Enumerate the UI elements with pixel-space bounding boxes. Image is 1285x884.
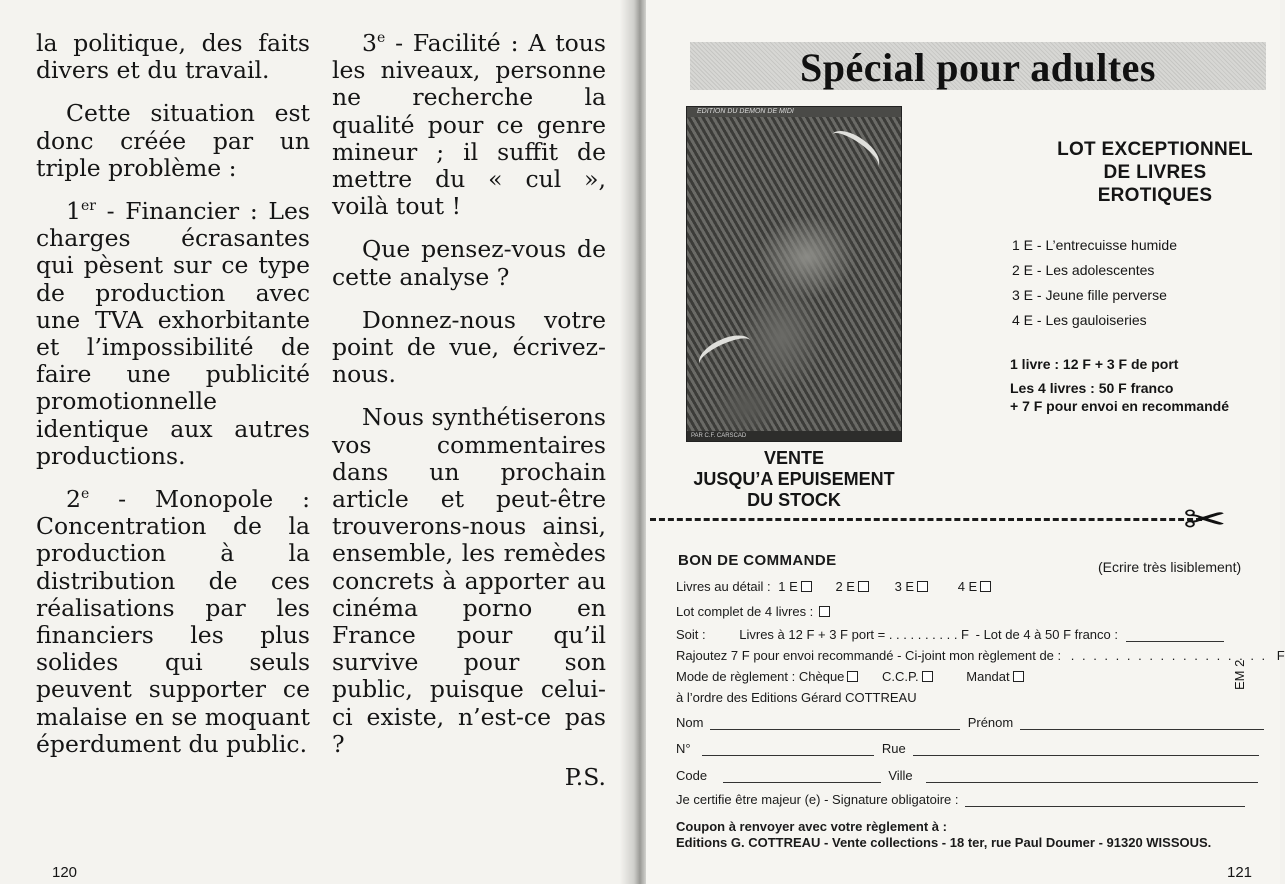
checkbox[interactable] bbox=[917, 581, 928, 592]
left-column-2 bbox=[332, 30, 606, 807]
order-form-note: (Ecrire très lisiblement) bbox=[1098, 559, 1242, 575]
signature-field[interactable] bbox=[965, 794, 1245, 807]
checkbox[interactable] bbox=[1013, 671, 1024, 682]
cover-footer: PAR C.F. CARSCAD bbox=[687, 431, 901, 441]
amount-field[interactable]: . . . . . . . . . . . . . . . . . . bbox=[1070, 648, 1268, 663]
publisher-address: Editions G. COTTREAU - Vente collections - 18 ter, rue Paul Doumer - 91320 WISSOUS. bbox=[676, 835, 1212, 850]
price-list bbox=[1010, 355, 1229, 415]
cover-swoosh-graphic bbox=[824, 123, 885, 177]
name-row: Nom Prénom bbox=[676, 715, 1264, 730]
rue-field[interactable] bbox=[913, 743, 1259, 756]
scissors-icon: ✂ bbox=[1182, 497, 1227, 543]
paragraph: Cette situation est donc créée par un triple problème : bbox=[36, 99, 310, 182]
cover-header: EDITION DU DEMON DE MIDI bbox=[687, 107, 901, 117]
price-single: 1 livre : 12 F + 3 F de port bbox=[1010, 356, 1179, 372]
lot-title: LOT EXCEPTIONNEL DE LIVRES EROTIQUES bbox=[1057, 139, 1253, 206]
book-cover-image bbox=[686, 106, 902, 442]
coupon-text: Coupon à renvoyer avec votre règlement à : bbox=[676, 819, 947, 834]
left-column-1 bbox=[36, 30, 310, 774]
soit-row: Soit : Livres à 12 F + 3 F port = . . . . . . . . . . F - Lot de 4 à 50 F franco : bbox=[676, 627, 1224, 642]
sale-notice: VENTE JUSQU’A EPUISEMENT DU STOCK bbox=[693, 448, 895, 510]
option-1e[interactable]: 1 E bbox=[778, 579, 812, 594]
list-item: 3 E - Jeune fille perverse bbox=[1012, 287, 1167, 303]
page-number-right: 121 bbox=[1227, 864, 1253, 881]
price-recommande: + 7 F pour envoi en recommandé bbox=[1010, 398, 1230, 414]
lot-complet-row[interactable]: Lot complet de 4 livres : bbox=[676, 604, 830, 619]
mode-row: Mode de règlement : Chèque C.C.P. Mandat bbox=[676, 669, 1024, 684]
book-list bbox=[1012, 233, 1177, 333]
order-form-title: BON DE COMMANDE bbox=[678, 552, 837, 569]
option-ccp[interactable]: C.C.P. bbox=[882, 669, 933, 684]
list-item: 4 E - Les gauloiseries bbox=[1012, 312, 1147, 328]
option-cheque[interactable]: Chèque bbox=[799, 669, 859, 684]
option-mandat[interactable]: Mandat bbox=[966, 669, 1023, 684]
numero-field[interactable] bbox=[702, 743, 874, 756]
checkbox[interactable] bbox=[819, 606, 830, 617]
left-page bbox=[0, 0, 636, 884]
paragraph: Que pensez-vous de cette analyse ? bbox=[332, 235, 606, 291]
paragraph: Nous synthétiserons vos commentaires dans un prochain article et peut-être trouverons-nous ainsi, ensemble, les remèdes concrets à apporter au cinéma porno en France pour qu’il survive pour son public, puisque celui-ci existe, n’est-ce pas ? bbox=[332, 403, 606, 758]
paragraph-monopole: 2e - Monopole : Concentration de la production à la distribution de ces réalisations par les financiers les plus solides qui seuls peuvent supporter ce malaise en se moquant éperdument du public. bbox=[36, 485, 310, 758]
special-banner bbox=[690, 42, 1266, 90]
nom-field[interactable] bbox=[710, 717, 960, 730]
certify-row: Je certifie être majeur (e) - Signature obligatoire : bbox=[676, 792, 1245, 807]
price-lot: Les 4 livres : 50 F franco bbox=[1010, 380, 1174, 396]
paragraph-financier: 1er - Financier : Les charges écrasantes qui pèsent sur ce type de production avec une TVA exhorbitante et l’impossibilité de faire une publicité promotionnelle identique aux autres productions. bbox=[36, 197, 310, 470]
ordre-text: à l’ordre des Editions Gérard COTTREAU bbox=[676, 690, 917, 705]
cover-swoosh-graphic bbox=[694, 328, 756, 376]
checkbox[interactable] bbox=[980, 581, 991, 592]
rajoutez-row: Rajoutez 7 F pour envoi recommandé - Ci-joint mon règlement de : . . . . . . . . . . . . . . . . . . F bbox=[676, 648, 1285, 663]
paragraph-facilite: 3e - Facilité : A tous les niveaux, personne ne recherche la qualité pour ce genre mineur ; il suffit de mettre du « cul », voilà tout ! bbox=[332, 29, 606, 221]
city-row: Code Ville bbox=[676, 768, 1258, 783]
banner-title: Spécial pour adultes bbox=[800, 45, 1156, 90]
checkbox[interactable] bbox=[858, 581, 869, 592]
code-field[interactable] bbox=[723, 770, 881, 783]
list-item: 2 E - Les adolescentes bbox=[1012, 262, 1155, 278]
paragraph: la politique, des faits divers et du travail. bbox=[36, 29, 310, 85]
list-item: 1 E - L’entrecuisse humide bbox=[1012, 237, 1177, 253]
option-4e[interactable]: 4 E bbox=[958, 579, 992, 594]
address-row: N° Rue bbox=[676, 741, 1259, 756]
author-signature: P.S. bbox=[564, 763, 606, 792]
form-code-ref: EM 2 bbox=[1232, 659, 1247, 690]
checkbox[interactable] bbox=[847, 671, 858, 682]
cut-line bbox=[650, 518, 1202, 521]
option-2e[interactable]: 2 E bbox=[835, 579, 869, 594]
page-number-left: 120 bbox=[52, 864, 78, 881]
prenom-field[interactable] bbox=[1020, 717, 1264, 730]
checkbox[interactable] bbox=[801, 581, 812, 592]
checkbox[interactable] bbox=[922, 671, 933, 682]
option-3e[interactable]: 3 E bbox=[895, 579, 929, 594]
paragraph: Donnez-nous votre point de vue, écrivez-nous. bbox=[332, 305, 606, 389]
detail-row: Livres au détail : 1 E 2 E 3 E 4 E bbox=[676, 579, 991, 594]
ville-field[interactable] bbox=[926, 770, 1258, 783]
lot-total-field[interactable] bbox=[1126, 629, 1224, 642]
